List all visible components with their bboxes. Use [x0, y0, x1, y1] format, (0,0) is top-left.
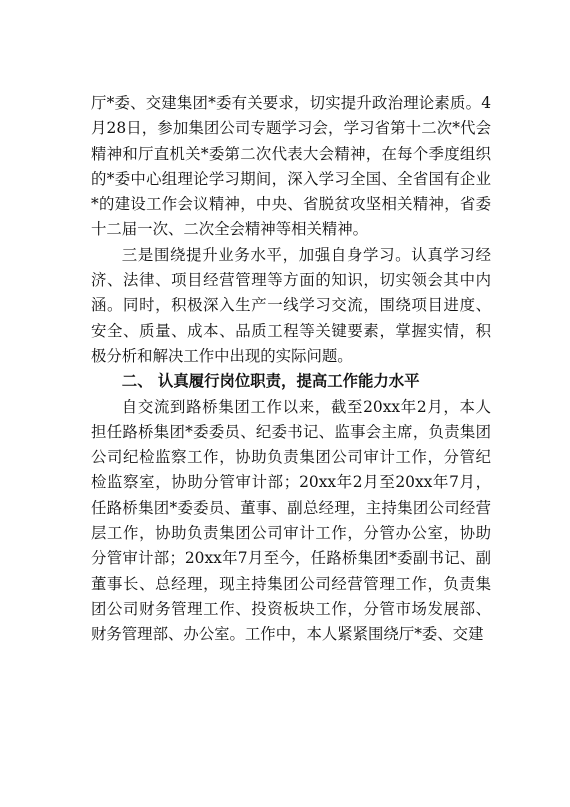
document-page — [91, 91, 491, 648]
paragraph-job-duties: 自交流到路桥集团工作以来，截至20xx年2月，本人担任路桥集团*委委员、纪委书记、监事会主席，负责集团公司纪检监察工作，协助负责集团公司审计工作，分管纪检监察室，协助分管审计部；20xx年2月至20xx年7月，任路桥集团*委委员、董事、副总经理，主持集团公司经营层工作，协助负责集团公司审计工作，分管办公室，协助分管审计部；20xx年7月至今，任路桥集团*委副书记、副董事长、总经理，现主持集团公司经营管理工作，负责集团公司财务管理工作、投资板块工作，分管市场发展部、财务管理部、办公室。工作中，本人紧紧围绕厅*委、交建 — [91, 397, 491, 644]
paragraph-political-study: 厅*委、交建集团*委有关要求，切实提升政治理论素质。4月28日，参加集团公司专题学习会，学习省第十二次*代会精神和厅直机关*委第二次代表大会精神，在每个季度组织的*委中心组理论学习期间，深入学习全国、全省国有企业*的建设工作会议精神，中央、省脱贫攻坚相关精神，省委十二届一次、二次全会精神等相关精神。 — [91, 94, 491, 239]
section-heading: 二、 认真履行岗位职责，提高工作能力水平 — [121, 372, 420, 391]
paragraph-business-study: 三是围绕提升业务水平，加强自身学习。认真学习经济、法律、项目经营管理等方面的知识，切实领会其中内涵。同时，积极深入生产一线学习交流，围绕项目进度、安全、质量、成本、品质工程等关键要素，掌握实情，积极分析和解决工作中出现的实际问题。 — [91, 245, 491, 365]
